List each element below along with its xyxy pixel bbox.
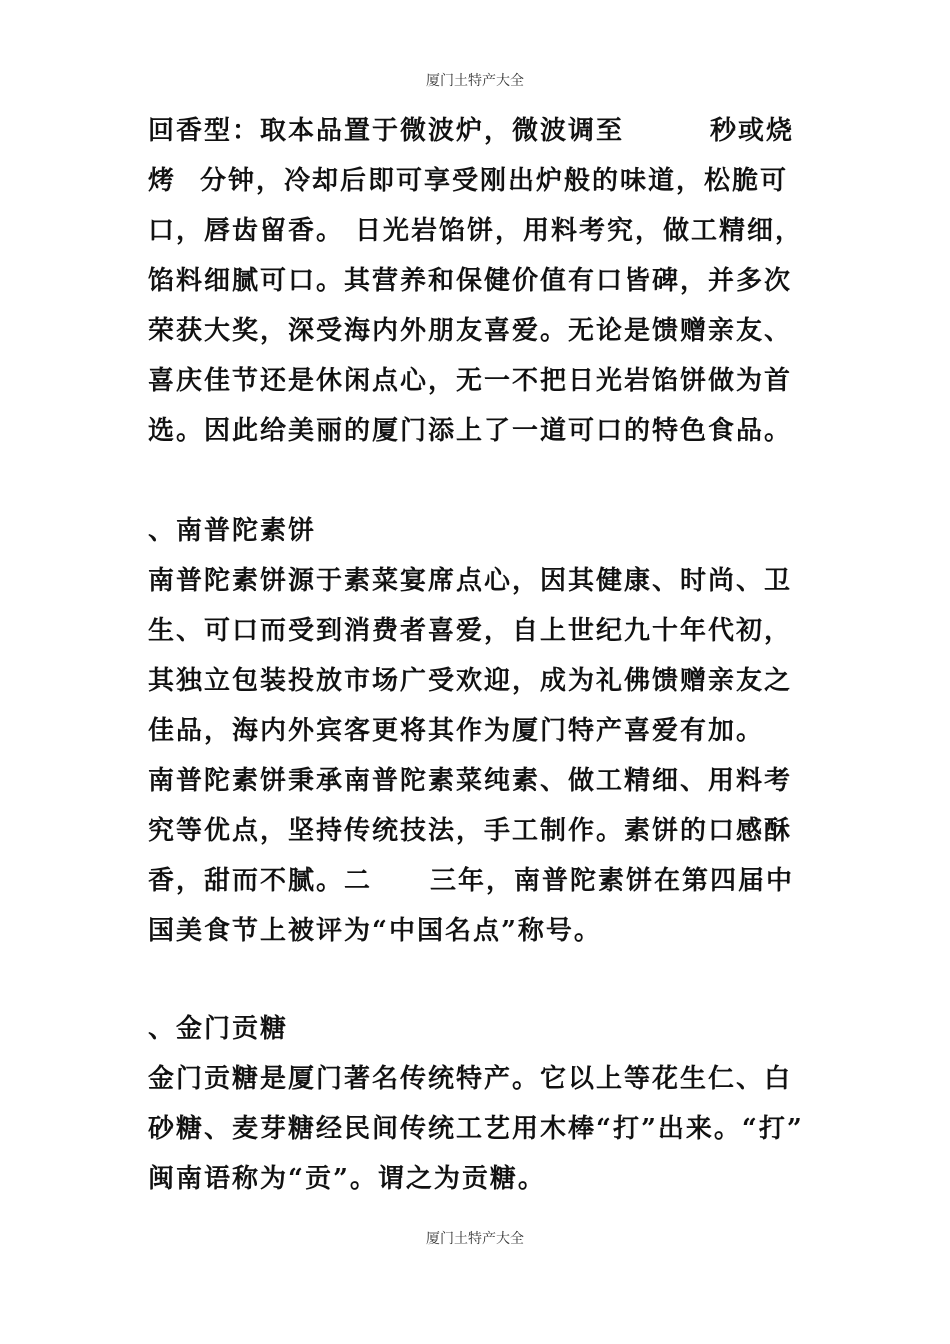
text-segment: 分钟，冷却后即可享受刚出炉般的味道，松脆可	[200, 166, 789, 196]
text-segment: 香，甜而不腻。二	[148, 866, 373, 896]
text-line: 荣获大奖，深受海内外朋友喜爱。无论是馈赠亲友、	[148, 316, 793, 346]
text-segment: 三年，南普陀素饼在第四届中	[430, 866, 795, 896]
text-line: 南普陀素饼源于素菜宴席点心，因其健康、时尚、卫	[148, 566, 793, 596]
text-line	[148, 156, 808, 206]
page-header: 厦门土特产大全	[426, 74, 524, 89]
section-nanputuo	[148, 506, 808, 956]
text-segment: 烤	[148, 166, 177, 196]
paragraph-rijiguangyan	[148, 106, 808, 456]
text-line	[148, 856, 808, 906]
section-heading: 、南普陀素饼	[148, 516, 317, 546]
page-footer: 厦门土特产大全	[426, 1232, 524, 1247]
text-line: 金门贡糖是厦门著名传统特产。它以上等花生仁、白	[148, 1064, 793, 1094]
text-line: 生、可口而受到消费者喜爱，自上世纪九十年代初，	[148, 616, 793, 646]
text-line: 口，唇齿留香。 日光岩馅饼，用料考究，做工精细，	[148, 216, 804, 246]
text-line: 究等优点，坚持传统技法，手工制作。素饼的口感酥	[148, 816, 793, 846]
text-segment: 回香型：取本品置于微波炉，微波调至	[148, 116, 625, 146]
text-line: 南普陀素饼秉承南普陀素菜纯素、做工精细、用料考	[148, 766, 793, 796]
section-heading: 、金门贡糖	[148, 1014, 289, 1044]
text-line: 选。因此给美丽的厦门添上了一道可口的特色食品。	[148, 416, 793, 446]
text-line: 其独立包装投放市场广受欢迎，成为礼佛馈赠亲友之	[148, 666, 793, 696]
text-line: 喜庆佳节还是休闲点心，无一不把日光岩馅饼做为首	[148, 366, 793, 396]
text-line: 国美食节上被评为“中国名点”称号。	[148, 916, 602, 946]
text-segment: 秒或烧	[710, 116, 795, 146]
section-jinmen-gongtang	[148, 1004, 808, 1204]
text-line	[148, 106, 808, 156]
text-line: 馅料细腻可口。其营养和保健价值有口皆碑，并多次	[148, 266, 793, 296]
text-line: 砂糖、麦芽糖经民间传统工艺用木棒“打”出来。“打”	[148, 1114, 804, 1144]
text-line: 佳品，海内外宾客更将其作为厦门特产喜爱有加。	[148, 716, 765, 746]
text-line: 闽南语称为“贡”。谓之为贡糖。	[148, 1164, 546, 1194]
